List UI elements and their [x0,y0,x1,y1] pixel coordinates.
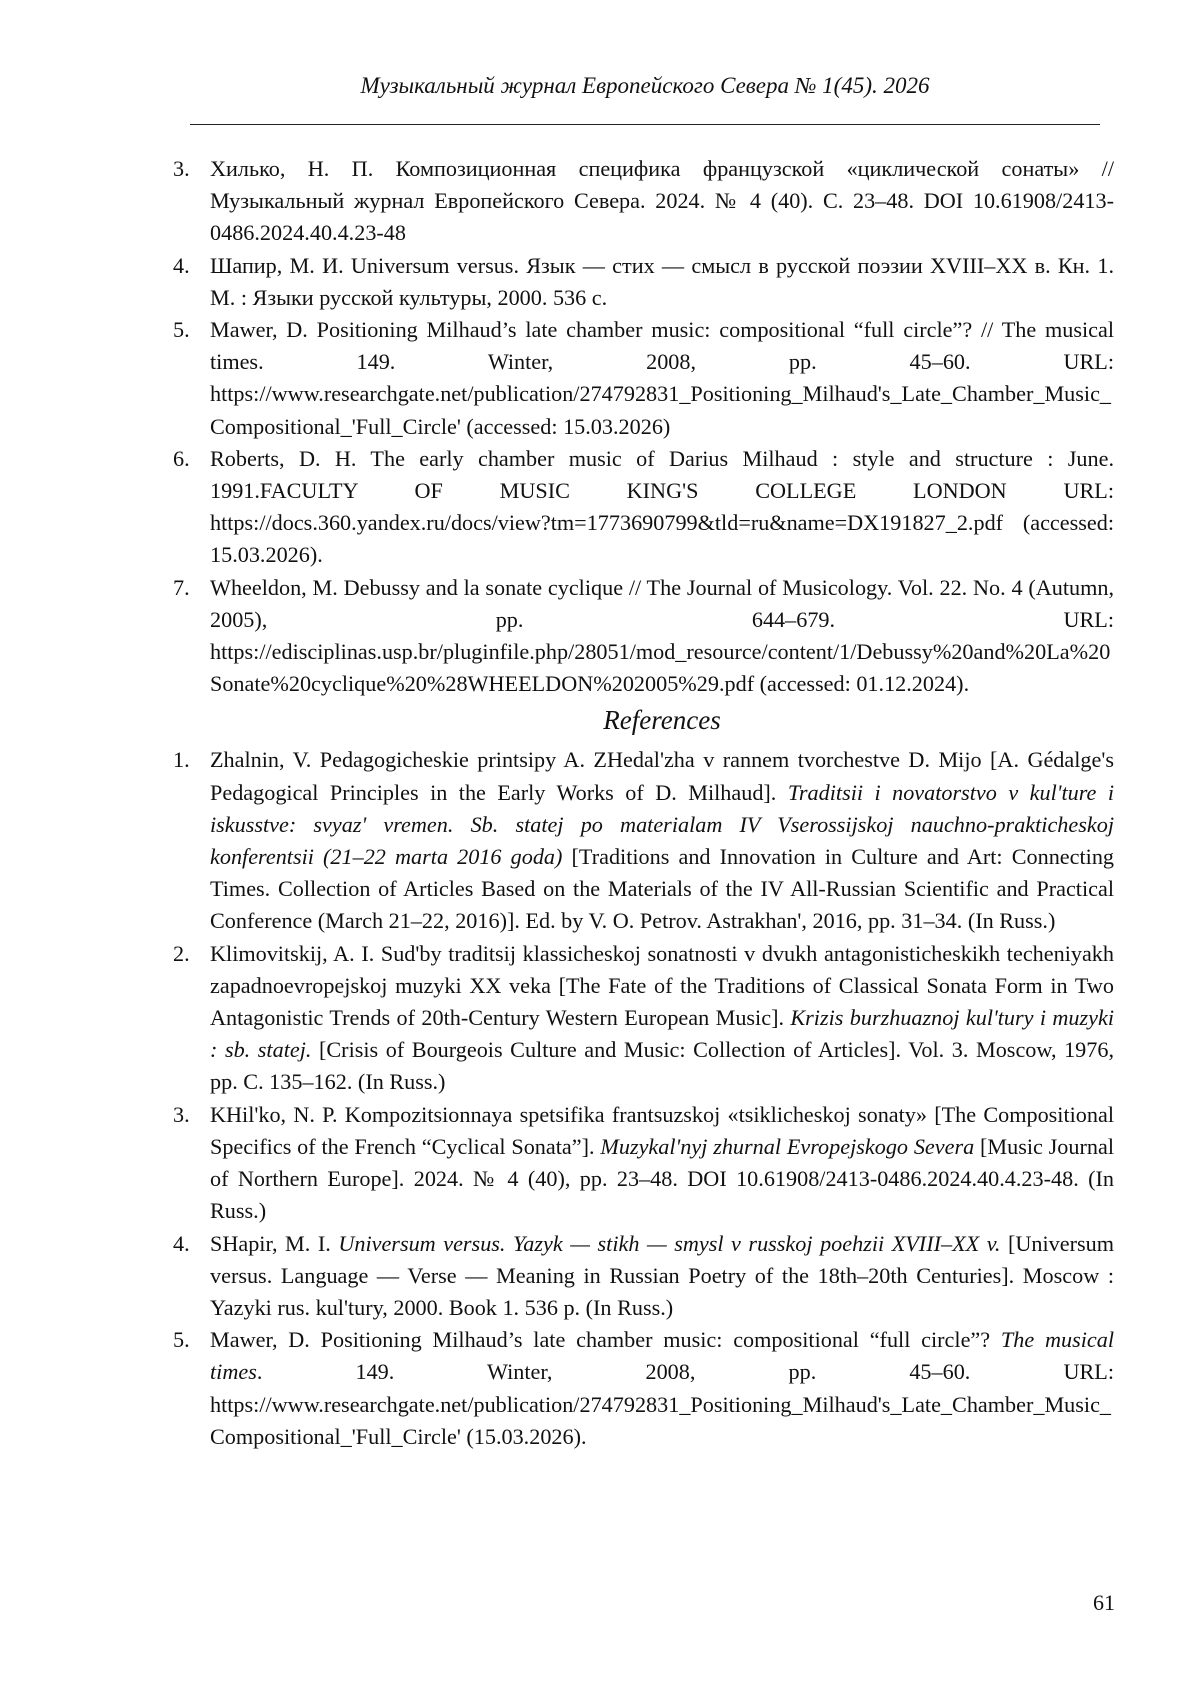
item-number: 4. [173,252,190,278]
item-text: Mawer, D. Positioning Milhaud’s late chamber music: compositional “full circle”? // The musical times. 149. Winter, 2008, pp. 45–60. URL: https://www.researchgate.net/publication/274792831_Positioning_Milhaud's_Late_Chamber_Music_Compositional_'Full_Circle' (accessed: 15.03.2026) [210,317,1114,439]
item-text-italic: Krizis burzhuaznoj kul'tury i muzyki : sb. statej. [210,1005,1114,1063]
item-text-italic: Muzykal'nyj zhurnal Evropejskogo Severa [600,1133,975,1159]
item-text-plain: Klimovitskij, A. I. Sud'by traditsij klassicheskoj sonatnosti v dvukh antagonisticheskikh techeniyakh zapadnoevropejskoj muzyki XX veka [The Fate of the Traditions of Classical Sonata Form in Two Antagonistic Trends of 20th-Century Western European Music]. [210,940,1114,1031]
bibliography-item [170,153,1114,250]
page-number: 61 [1093,1590,1115,1615]
item-number: 3. [173,156,190,181]
journal-header: Музыкальный журнал Европейского Севера № 1(45). 2026 [360,73,930,98]
bibliography-item [170,314,1114,443]
item-text-plain: [Music Journal of Northern Europe]. 2024. № 4 (40), pp. 23–48. DOI 10.61908/2413-0486.2024.40.4.23-48. (In Russ.) [210,1133,1114,1224]
item-text-italic: The musical times [210,1327,1114,1385]
reference-item [170,1324,1114,1453]
references-list [170,744,1114,1452]
bibliography-item [170,572,1114,701]
item-text-italic: Traditsii i novatorstvo v kul'ture i iskusstve: svyaz' vremen. Sb. statej po materialam IV Vserossijskoj nauchno-prakticheskoj konferentsii (21–22 marta 2016 goda) [210,779,1115,870]
item-text-plain: KHil'ko, N. P. Kompozitsionnaya spetsifika frantsuzskoj «tsiklicheskoj sonaty» [The Compositional Specifics of the French “Cyclical Sonata”]. [210,1101,1114,1159]
reference-item [170,1228,1114,1325]
item-number: 6. [173,445,190,471]
references-heading: References [603,705,721,736]
item-text: Шапир, М. И. Universum versus. Язык — стих — смысл в русской поэзии XVIII–XX в. Кн. 1. М. : Языки русской культуры, 2000. 536 с. [210,252,1114,310]
reference-item [170,938,1114,1099]
item-number: 2. [173,940,190,966]
bibliography-item [170,250,1114,314]
item-text: Roberts, D. H. The early chamber music of Darius Milhaud : style and structure : June. 1991.FACULTY OF MUSIC KING'S COLLEGE LONDON URL: https://docs.360.yandex.ru/docs/view?tm=1773690799&tld=ru&name=DX191827_2.pdf (accessed: 15.03.2026). [210,445,1114,568]
header-rule [190,124,1100,125]
item-text-plain: [Traditions and Innovation in Culture and Art: Connecting Times. Collection of Articles Based on the Materials of the IV All-Russian Scientific and Practical Conference (March 21–22, 2016)]. Ed. by V. O. Petrov. Astrakhan', 2016, pp. 31–34. (In Russ.) [210,844,1115,934]
item-text: Хилько, Н. П. Композиционная специфика французской «циклической сонаты» // Музыкальный журнал Европейского Севера. 2024. № 4 (40). С. 23–48. DOI 10.61908/2413-0486.2024.40.4.23-48 [210,156,1114,246]
item-number: 5. [173,1327,190,1353]
reference-item [170,744,1114,937]
item-number: 1. [173,747,190,773]
item-text-italic: Universum versus. Yazyk — stikh — smysl v russkoj poehzii XVIII–XX v. [338,1230,1001,1256]
item-number: 4. [173,1230,190,1256]
item-text-plain: . 149. Winter, 2008, pp. 45–60. URL: https://www.researchgate.net/publication/274792831_Positioning_Milhaud's_Late_Chamber_Music_Compositional_'Full_Circle' (15.03.2026). [210,1359,1114,1449]
item-number: 5. [173,317,190,343]
bibliography-list-ru [170,153,1114,700]
page-content [170,153,1114,1453]
item-text: Wheeldon, M. Debussy and la sonate cyclique // The Journal of Musicology. Vol. 22. No. 4 (Autumn, 2005), pp. 644–679. URL: https://edisciplinas.usp.br/pluginfile.php/28051/mod_resource/content/1/Debussy%20and%20La%20Sonate%20cyclique%20%28WHEELDON%202005%29.pdf (accessed: 01.12.2024). [210,574,1114,697]
item-text-plain: SHapir, M. I. [210,1230,339,1256]
item-number: 3. [173,1101,190,1127]
item-number: 7. [173,574,190,600]
item-text-plain: Mawer, D. Positioning Milhaud’s late chamber music: compositional “full circle”? [210,1327,1001,1353]
item-text-plain: [Universum versus. Language — Verse — Meaning in Russian Poetry of the 18th–20th Centuries]. Moscow : Yazyki rus. kul'tury, 2000. Book 1. 536 p. (In Russ.) [210,1230,1114,1320]
item-text-plain: [Crisis of Bourgeois Culture and Music: Collection of Articles]. Vol. 3. Moscow, 1976, pp. C. 135–162. (In Russ.) [210,1037,1115,1095]
item-text-plain: Zhalnin, V. Pedagogicheskie printsipy A. ZHedal'zha v rannem tvorchestve D. Mijo [A. Gédalge's Pedagogical Principles in the Early Works of D. Milhaud]. [210,747,1114,805]
reference-item [170,1099,1114,1228]
bibliography-item [170,443,1114,572]
